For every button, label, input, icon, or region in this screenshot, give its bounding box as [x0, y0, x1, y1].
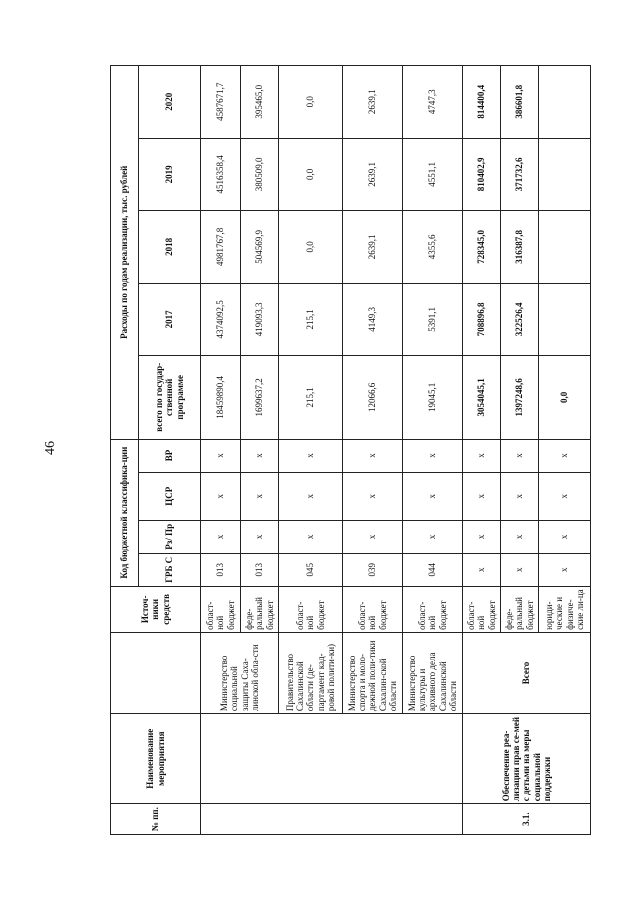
executor-cell: Правительство Сахалинской области (де-партамент кад-ровой полити-ки) — [279, 632, 343, 713]
source-cell: област-ной бюджет — [463, 586, 501, 632]
y2019-cell: 4551,1 — [403, 138, 463, 211]
y2019-cell: 810402,9 — [463, 138, 501, 211]
rzpr-cell: x — [201, 520, 241, 553]
total-cell: 1699637,2 — [241, 356, 279, 439]
source-cell: област-ной бюджет — [403, 586, 463, 632]
csr-cell: x — [343, 472, 403, 520]
y2020-cell: 386601,8 — [501, 66, 539, 139]
rzpr-cell: x — [463, 520, 501, 553]
y2020-cell: 2639,1 — [343, 66, 403, 139]
header-vr: ВР — [139, 439, 201, 472]
header-budget-code: Код бюджетной классифика-ции — [111, 439, 139, 586]
total-cell: 3054045,1 — [463, 356, 501, 439]
y2017-cell: 4374092,5 — [201, 283, 241, 356]
executor-cell: Министерство социальной защиты Саха-линской обла-сти — [201, 632, 279, 713]
vr-cell: x — [463, 439, 501, 472]
source-cell: феде-ральный бюджет — [241, 586, 279, 632]
section-num: 3.1. — [463, 804, 591, 835]
total-cell: 215,1 — [279, 356, 343, 439]
vr-cell: x — [403, 439, 463, 472]
y2019-cell: 380509,0 — [241, 138, 279, 211]
header-num: № пп. — [111, 804, 201, 835]
source-cell: област-ной бюджет — [343, 586, 403, 632]
y2017-cell: 4149,3 — [343, 283, 403, 356]
total-cell: 1397248,6 — [501, 356, 539, 439]
grbs-cell: 039 — [343, 553, 403, 586]
y2019-cell — [539, 138, 591, 211]
y2017-cell: 215,1 — [279, 283, 343, 356]
header-name: Наименование мероприятия — [111, 714, 201, 804]
header-2018: 2018 — [139, 211, 201, 284]
source-cell: област-ной бюджет — [201, 586, 241, 632]
budget-table — [110, 65, 591, 835]
header-2019: 2019 — [139, 138, 201, 211]
y2017-cell — [539, 283, 591, 356]
y2019-cell: 2639,1 — [343, 138, 403, 211]
header-row-1 — [111, 66, 139, 835]
total-cell: 0,0 — [539, 356, 591, 439]
y2017-cell: 419093,3 — [241, 283, 279, 356]
rzpr-cell: x — [279, 520, 343, 553]
vr-cell: x — [501, 439, 539, 472]
executor-cell: Министерство культуры и архивного дела Сахалинской области — [403, 632, 463, 713]
header-total: всего по государ-ственной программе — [139, 356, 201, 439]
rzpr-cell: x — [343, 520, 403, 553]
vr-cell: x — [201, 439, 241, 472]
csr-cell: x — [539, 472, 591, 520]
y2017-cell: 708896,8 — [463, 283, 501, 356]
rotated-table-wrapper — [110, 65, 590, 835]
y2018-cell: 4355,6 — [403, 211, 463, 284]
source-cell: феде-ральный бюджет — [501, 586, 539, 632]
csr-cell: x — [403, 472, 463, 520]
vr-cell: x — [539, 439, 591, 472]
y2018-cell: 0,0 — [279, 211, 343, 284]
y2019-cell: 0,0 — [279, 138, 343, 211]
table-row — [201, 66, 241, 835]
y2018-cell: 504569,9 — [241, 211, 279, 284]
y2018-cell: 4981767,8 — [201, 211, 241, 284]
csr-cell: x — [279, 472, 343, 520]
source-cell: юриди-ческие и физиче-ские ли-ца — [539, 586, 591, 632]
section-executor-total: Всего — [463, 632, 591, 713]
vr-cell: x — [343, 439, 403, 472]
y2018-cell — [539, 211, 591, 284]
grbs-cell: 013 — [201, 553, 241, 586]
csr-cell: x — [463, 472, 501, 520]
header-rzpr: Рз/ Пр — [139, 520, 201, 553]
total-cell: 12066,6 — [343, 356, 403, 439]
rzpr-cell: x — [241, 520, 279, 553]
grbs-cell: 013 — [241, 553, 279, 586]
page-number: 46 — [43, 441, 58, 455]
header-csr: ЦСР — [139, 472, 201, 520]
header-grbs: ГРБ С — [139, 553, 201, 586]
header-executor — [111, 632, 201, 713]
rzpr-cell: x — [501, 520, 539, 553]
grbs-cell: x — [463, 553, 501, 586]
y2020-cell: 4587671,7 — [201, 66, 241, 139]
y2020-cell: 4747,3 — [403, 66, 463, 139]
vr-cell: x — [241, 439, 279, 472]
source-cell: област-ной бюджет — [279, 586, 343, 632]
y2020-cell — [539, 66, 591, 139]
csr-cell: x — [241, 472, 279, 520]
y2019-cell: 371732,6 — [501, 138, 539, 211]
num-cell-empty — [201, 804, 463, 835]
name-cell-empty — [201, 714, 463, 804]
y2019-cell: 4516358,4 — [201, 138, 241, 211]
csr-cell: x — [501, 472, 539, 520]
total-cell: 19045,1 — [403, 356, 463, 439]
header-expenses: Расходы по годам реализации, тыс. рублей — [111, 66, 139, 440]
total-cell: 18459890,4 — [201, 356, 241, 439]
y2020-cell: 395465,0 — [241, 66, 279, 139]
rzpr-cell: x — [403, 520, 463, 553]
y2017-cell: 5391,1 — [403, 283, 463, 356]
y2018-cell: 316387,8 — [501, 211, 539, 284]
y2020-cell: 814400,4 — [463, 66, 501, 139]
vr-cell: x — [279, 439, 343, 472]
header-2017: 2017 — [139, 283, 201, 356]
grbs-cell: x — [501, 553, 539, 586]
csr-cell: x — [201, 472, 241, 520]
grbs-cell: 045 — [279, 553, 343, 586]
section-name: Обеспечение реа-лизации прав се-мей с детьми на меры социальной поддержки — [463, 714, 591, 804]
rzpr-cell: x — [539, 520, 591, 553]
grbs-cell: x — [539, 553, 591, 586]
y2018-cell: 2639,1 — [343, 211, 403, 284]
y2018-cell: 728345,0 — [463, 211, 501, 284]
y2020-cell: 0,0 — [279, 66, 343, 139]
grbs-cell: 044 — [403, 553, 463, 586]
y2017-cell: 322526,4 — [501, 283, 539, 356]
table-row — [463, 66, 501, 835]
header-sources: Источ-ники средств — [111, 586, 201, 632]
executor-cell: Министерство спорта и моло-дежной поли-тики Сахалин-ской области — [343, 632, 403, 713]
header-2020: 2020 — [139, 66, 201, 139]
